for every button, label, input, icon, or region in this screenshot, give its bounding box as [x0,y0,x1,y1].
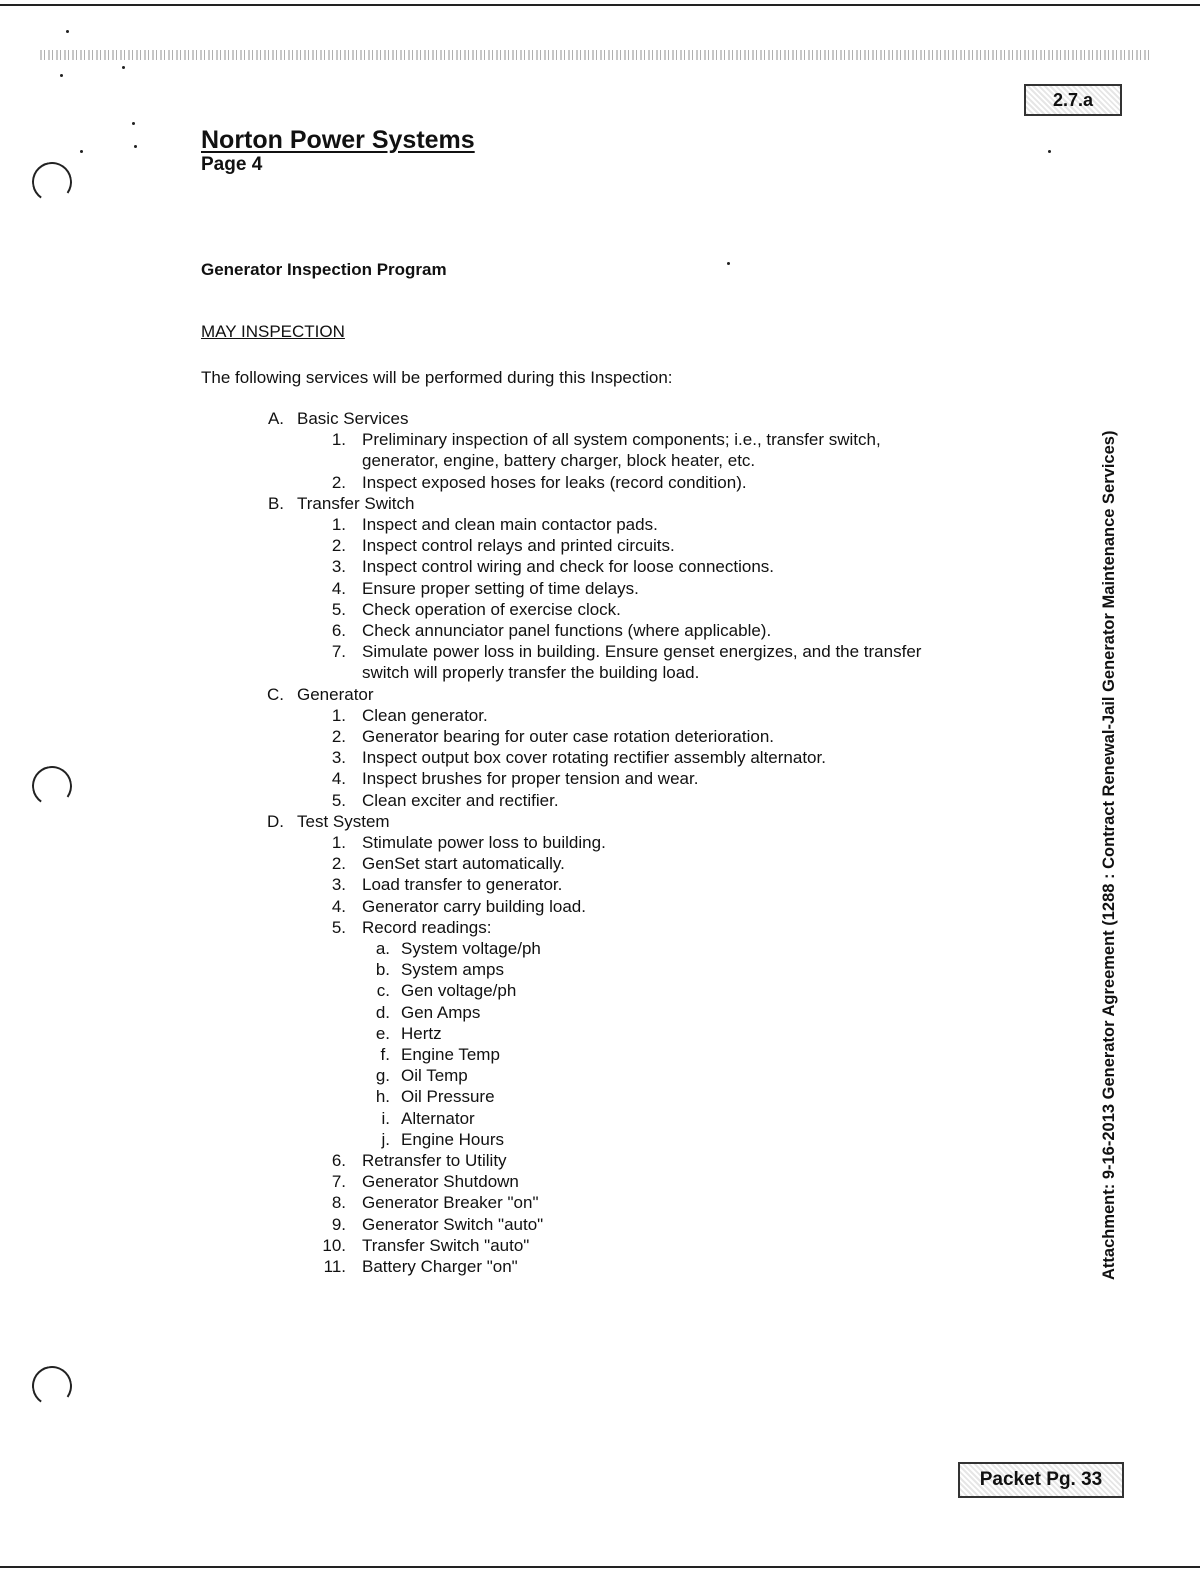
list-text: Simulate power loss in building. Ensure genset energizes, and the transfer [362,642,922,662]
list-text: Engine Hours [401,1129,505,1149]
list-text: Ensure proper setting of time delays. [362,578,639,598]
list-text: Check operation of exercise clock. [362,599,621,619]
list-marker: 5. [331,599,346,619]
scan-artifact-band [40,50,1150,60]
list-marker: 2. [331,472,346,492]
packet-page-tag: Packet Pg. 33 [958,1462,1124,1498]
list-marker: 11. [323,1257,346,1276]
company-name: Norton Power Systems [201,126,475,154]
list-marker: 1. [331,430,346,450]
list-text: System amps [401,960,504,980]
list-text: Transfer Switch [297,493,415,513]
list-marker: h. [375,1087,390,1107]
list-text: Basic Services [297,409,409,428]
list-text: Generator [297,684,374,704]
list-marker: 7. [331,642,346,662]
list-marker: a. [375,939,390,958]
list-text: Transfer Switch "auto" [362,1235,530,1255]
list-text: Inspect exposed hoses for leaks (record condition). [362,472,747,492]
scan-speck [134,145,137,148]
list-marker: A. [267,409,284,428]
scan-speck [132,122,135,125]
list-marker: D. [267,811,284,831]
list-text: Load transfer to generator. [362,875,563,895]
bottom-border [0,1566,1200,1568]
top-border [0,4,1200,6]
section-heading: MAY INSPECTION [201,322,345,341]
list-text: Inspect output box cover rotating rectifier assembly alternator. [362,748,826,768]
punch-hole-middle [29,763,75,809]
list-text: Alternator [401,1108,475,1128]
list-marker: 4. [331,896,346,916]
list-marker: 1. [331,833,346,852]
list-marker: 4. [331,578,346,598]
list-marker: f. [380,1045,390,1064]
list-marker: 8. [331,1193,346,1213]
list-marker: 10. [322,1235,346,1255]
list-text: Engine Temp [401,1045,500,1064]
list-marker: 2. [331,854,346,874]
list-marker: 5. [331,917,346,937]
list-marker: i. [381,1108,390,1128]
list-text: Inspect brushes for proper tension and wear. [362,769,699,789]
list-marker: c. [376,981,390,1001]
scan-speck [60,74,63,77]
list-text: Oil Pressure [401,1087,495,1107]
list-text: Gen Amps [401,1002,481,1022]
list-marker: B. [267,493,284,513]
list-text: Oil Temp [401,1066,468,1086]
scan-speck [1048,150,1051,153]
list-text: Clean exciter and rectifier. [362,790,559,810]
list-text: System voltage/ph [401,939,541,958]
document-title: Generator Inspection Program [201,260,447,279]
list-marker: 6. [331,1151,346,1170]
list-marker: 1. [331,515,346,534]
list-text: Test System [297,811,390,831]
list-text: switch will properly transfer the building load. [362,663,700,683]
list-marker: 2. [331,536,346,556]
page-number: Page 4 [201,154,263,175]
list-text: Inspect control relays and printed circuits. [362,536,675,556]
list-text: Clean generator. [362,705,488,725]
list-text: GenSet start automatically. [362,854,565,874]
attachment-side-label: Attachment: 9-16-2013 Generator Agreement (1288 : Contract Renewal-Jail Generator Maintenance Services) [1100,430,1118,1280]
list-marker: 2. [331,727,346,746]
scan-speck [66,30,69,33]
scan-speck [122,66,125,69]
list-text: Generator carry building load. [362,896,586,916]
list-text: Inspect and clean main contactor pads. [362,515,658,534]
list-marker: j. [381,1129,390,1149]
list-marker: d. [375,1002,390,1022]
list-text: Stimulate power loss to building. [362,833,606,852]
list-text: Record readings: [362,917,492,937]
scan-speck [80,150,83,153]
list-marker: 3. [331,557,346,577]
punch-hole-top [29,159,75,205]
list-marker: 3. [331,748,346,768]
list-text: Generator bearing for outer case rotation deterioration. [362,727,775,746]
list-marker: e. [375,1023,390,1043]
list-marker: C. [267,684,284,704]
list-marker: 1. [331,705,346,725]
scan-speck [727,262,730,265]
list-marker: g. [375,1066,390,1086]
intro-text: The following services will be performed during this Inspection: [201,368,673,387]
list-text: Inspect control wiring and check for loose connections. [362,557,775,577]
list-text: Check annunciator panel functions (where applicable). [362,621,772,640]
list-marker: 6. [331,621,346,640]
list-marker: 3. [331,875,346,895]
section-tag: 2.7.a [1024,84,1122,116]
list-marker: 5. [331,790,346,810]
list-text: Generator Shutdown [362,1172,519,1192]
list-text: Hertz [401,1023,442,1043]
list-text: Gen voltage/ph [401,981,517,1001]
list-text: Generator Switch "auto" [362,1214,544,1234]
list-marker: 9. [331,1214,346,1234]
list-marker: 4. [331,769,346,789]
list-text: generator, engine, battery charger, block heater, etc. [362,451,756,471]
list-marker: 7. [331,1172,346,1192]
punch-hole-bottom [29,1363,75,1409]
list-text: Retransfer to Utility [362,1151,507,1170]
list-text: Battery Charger "on" [362,1257,518,1276]
list-text: Preliminary inspection of all system components; i.e., transfer switch, [362,430,881,450]
list-text: Generator Breaker "on" [362,1193,539,1213]
list-marker: b. [375,960,390,980]
